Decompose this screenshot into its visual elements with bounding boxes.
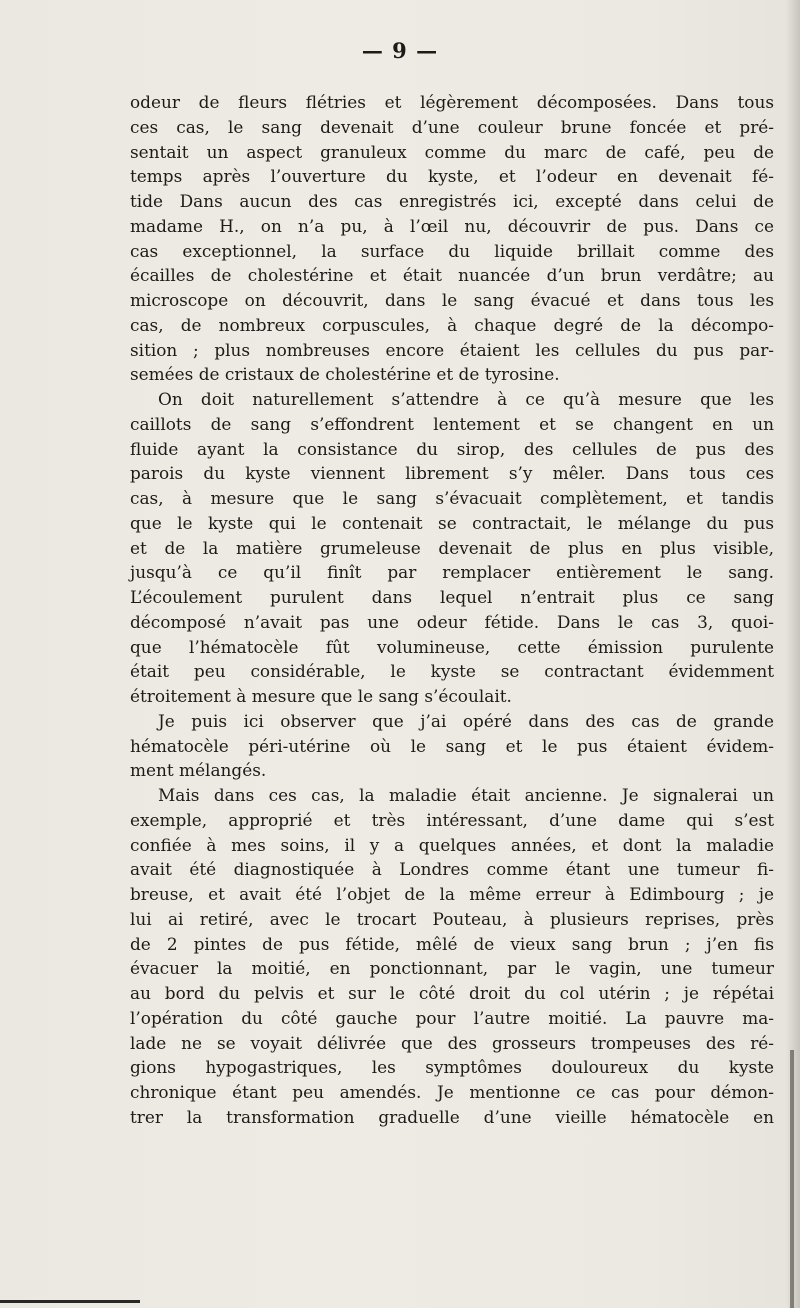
text-line: madame H., on n’a pu, à l’œil nu, découvrir de pus. Dans ce	[130, 215, 774, 236]
text-line: cas exceptionnel, la surface du liquide brillait comme des	[130, 240, 774, 261]
text-line: ces cas, le sang devenait d’une couleur brune foncée et pré-	[130, 116, 774, 137]
text-line: décomposé n’avait pas une odeur fétide. Dans le cas 3, quoi-	[130, 611, 774, 632]
text-line: évacuer la moitié, en ponctionnant, par le vagin, une tumeur	[130, 958, 774, 979]
text-line: parois du kyste viennent librement s’y mêler. Dans tous ces	[130, 463, 774, 484]
text-line: microscope on découvrit, dans le sang évacué et dans tous les	[130, 290, 774, 310]
text-line: sentait un aspect granuleux comme du marc de café, peu de	[130, 141, 774, 162]
text-line: On doit naturellement s’attendre à ce qu’à mesure que les	[158, 389, 774, 409]
text-line: lui ai retiré, avec le trocart Pouteau, à plusieurs reprises, près	[130, 908, 774, 929]
text-line: que le kyste qui le contenait se contractait, le mélange du pus	[130, 512, 774, 533]
text-line: trer la transformation graduelle d’une vieille hématocèle en	[130, 1106, 774, 1127]
text-line: L’écoulement purulent dans lequel n’entrait plus ce sang	[130, 587, 774, 607]
text-line: sition ; plus nombreuses encore étaient les cellules du pus par-	[130, 339, 774, 360]
text-line: fluide ayant la consistance du sirop, des cellules de pus des	[130, 438, 774, 459]
text-line: l’opération du côté gauche pour l’autre moitié. La pauvre ma-	[130, 1007, 774, 1028]
text-line: gions hypogastriques, les symptômes douloureux du kyste	[130, 1057, 774, 1078]
text-line: semées de cristaux de cholestérine et de tyrosine.	[130, 364, 560, 385]
text-line: breuse, et avait été l’objet de la même erreur à Edimbourg ; je	[130, 884, 774, 904]
body-text	[130, 90, 774, 1130]
text-line: écailles de cholestérine et était nuancée d’un brun verdâtre; au	[130, 265, 774, 286]
page-number: — 9 —	[361, 38, 439, 63]
bottom-rule	[0, 1300, 140, 1303]
text-line: confiée à mes soins, il y a quelques années, et dont la maladie	[130, 834, 774, 855]
text-line: cas, de nombreux corpuscules, à chaque degré de la décompo-	[130, 314, 774, 335]
text-line: de 2 pintes de pus fétide, mêlé de vieux sang brun ; j’en fis	[130, 933, 774, 954]
text-line: au bord du pelvis et sur le côté droit du col utérin ; je répétai	[130, 983, 774, 1003]
text-line: et de la matière grumeleuse devenait de plus en plus visible,	[130, 537, 774, 558]
text-line: temps après l’ouverture du kyste, et l’odeur en devenait fé-	[130, 166, 774, 187]
text-line: était peu considérable, le kyste se contractant évidemment	[130, 661, 774, 682]
text-line: que l’hématocèle fût volumineuse, cette émission purulente	[130, 636, 774, 657]
text-line: Je puis ici observer que j’ai opéré dans des cas de grande	[158, 710, 774, 731]
text-line: odeur de fleurs flétries et légèrement décomposées. Dans tous	[130, 92, 774, 112]
text-line: caillots de sang s’effondrent lentement et se changent en un	[130, 413, 774, 434]
text-line: hématocèle péri-utérine où le sang et le pus étaient évidem-	[130, 735, 774, 756]
text-line: étroitement à mesure que le sang s’écoulait.	[130, 686, 512, 706]
text-line: avait été diagnostiquée à Londres comme étant une tumeur fi-	[130, 859, 774, 880]
text-line: cas, à mesure que le sang s’évacuait complètement, et tandis	[130, 488, 774, 508]
text-line: exemple, approprié et très intéressant, d’une dame qui s’est	[130, 809, 774, 830]
text-line: tide Dans aucun des cas enregistrés ici, excepté dans celui de	[130, 191, 774, 211]
text-line: jusqu’à ce qu’il finît par remplacer entièrement le sang.	[130, 562, 774, 583]
text-line: lade ne se voyait délivrée que des grosseurs trompeuses des ré-	[130, 1032, 774, 1053]
text-line: ment mélangés.	[130, 760, 267, 781]
binding-edge-mark	[790, 1050, 794, 1308]
text-line: Mais dans ces cas, la maladie était ancienne. Je signalerai un	[158, 785, 774, 805]
text-line: chronique étant peu amendés. Je mentionne ce cas pour démon-	[130, 1082, 774, 1102]
